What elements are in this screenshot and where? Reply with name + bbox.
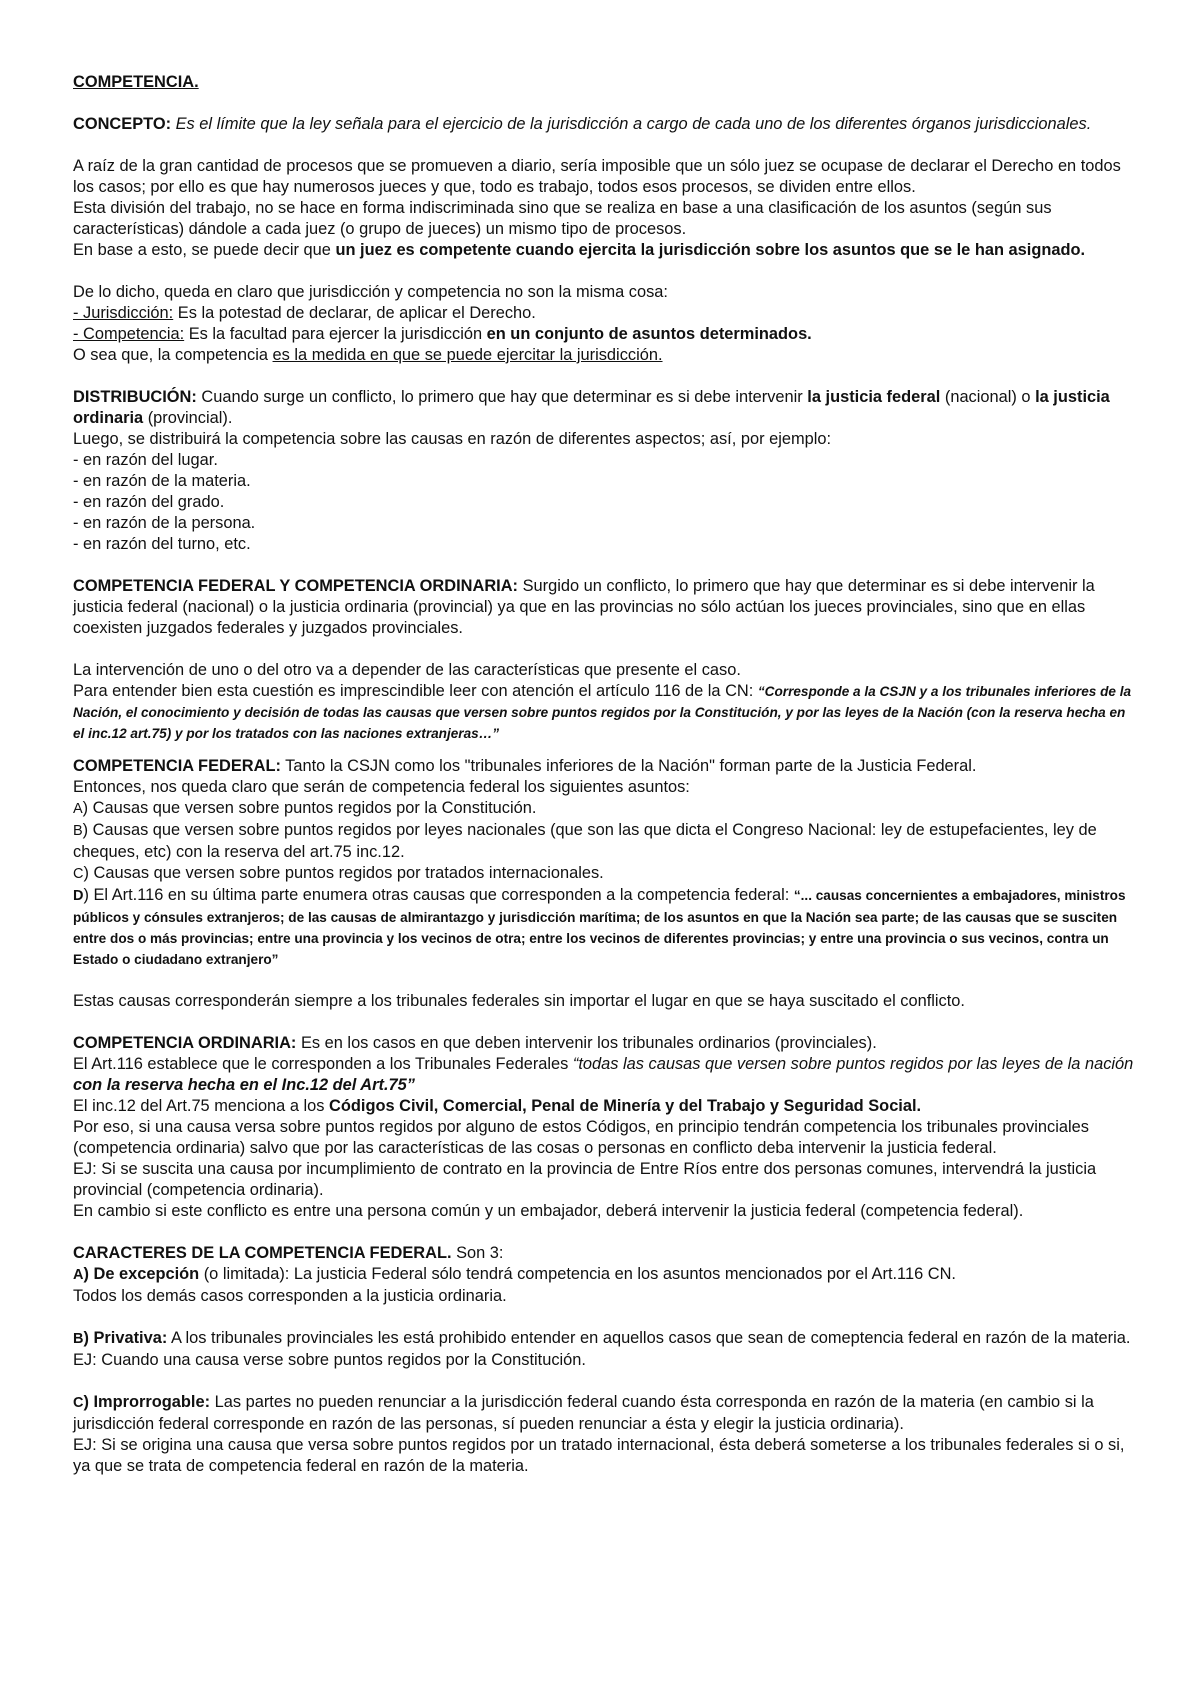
item-letter: D <box>73 888 84 904</box>
caracter-b-title: ) Privativa: <box>83 1329 168 1347</box>
distribucion-paragraph <box>73 387 1135 429</box>
jurisdiccion-text: Es la potestad de declarar, de aplicar el Derecho. <box>173 304 536 322</box>
competencia-line <box>73 324 1135 345</box>
item-letter: A <box>73 1267 84 1283</box>
caracter-b <box>73 1328 1135 1350</box>
federal-item-d <box>73 885 1135 970</box>
o-sea-text: O sea que, la competencia <box>73 346 273 364</box>
ordinaria-paragraph-3 <box>73 1096 1135 1117</box>
intro-p3-text: En base a esto, se puede decir que <box>73 241 336 259</box>
caracter-c-text: Las partes no pueden renunciar a la jurisdicción federal cuando ésta corresponda en razón de la materia (en cambio si la jurisdicción federal corresponde en razón de las personas, sí pueden renunciar a ésta y elegir la justicia ordinaria). <box>73 1393 1094 1433</box>
federal-label: COMPETENCIA FEDERAL: <box>73 757 281 775</box>
ordinaria-paragraph-4: Por eso, si una causa versa sobre puntos regidos por alguno de estos Códigos, en principio tendrán competencia los tribunales provinciales (competencia ordinaria) salvo que por las características de las cosas o personas en conflicto deba intervenir la justicia federal. <box>73 1118 1089 1157</box>
item-text: ) El Art.116 en su última parte enumera otras causas que corresponden a la competencia federal: <box>83 886 794 904</box>
concepto-paragraph <box>73 114 1135 135</box>
ordinaria-p2-italic: “todas las causas que versen sobre puntos regidos por las leyes de la nación <box>572 1055 1134 1073</box>
document-page <box>73 72 1135 1477</box>
ordinaria-paragraph-6: En cambio si este conflicto es entre una persona común y un embajador, deberá intervenir la justicia federal (competencia federal). <box>73 1202 1024 1220</box>
fed-ord-p3-text: Para entender bien esta cuestión es imprescindible leer con atención el artículo 116 de la CN: <box>73 682 758 700</box>
item-letter: C <box>73 1395 84 1411</box>
item-letter: B <box>73 823 83 839</box>
caracter-c <box>73 1392 1135 1435</box>
ordinaria-paragraph-5: EJ: Si se suscita una causa por incumplimiento de contrato en la provincia de Entre Ríos entre dos personas comunes, intervendrá la justicia provincial (competencia ordinaria). <box>73 1160 1097 1199</box>
caracter-b-text: A los tribunales provinciales les está prohibido entender en aquellos casos que sean de comeptencia federal en razón de la materia. <box>167 1329 1131 1347</box>
caracteres-paragraph <box>73 1243 1135 1264</box>
list-item: - en razón del turno, etc. <box>73 535 251 553</box>
list-item: - en razón de la persona. <box>73 514 256 532</box>
item-text: ) Causas que versen sobre puntos regidos por la Constitución. <box>82 799 537 817</box>
jurisdiccion-label: - Jurisdicción: <box>73 304 174 322</box>
intro-paragraph-1: A raíz de la gran cantidad de procesos que se promueven a diario, sería imposible que un sólo juez se ocupase de declarar el Derecho en todos los casos; por ello es que hay numerosos jueces y que, todo es trabajo, todos esos procesos, se dividen entre ellos. <box>73 157 1121 196</box>
ordinaria-label: COMPETENCIA ORDINARIA: <box>73 1034 297 1052</box>
art116-quote: “Corresponde a la CSJN y a los tribunales inferiores de la Nación, el conocimiento y decisión de todas las causas que versen sobre puntos regidos por la Constitución, y por las leyes de la Nación (con la reserva hecha en el inc.12 art.75) y por los tratados con las naciones extranjeras…” <box>73 684 1132 741</box>
distribucion-text-3: (provincial). <box>143 409 233 427</box>
document-title: COMPETENCIA. <box>73 73 199 91</box>
ordinaria-p3-text: El inc.12 del Art.75 menciona a los <box>73 1097 330 1115</box>
ordinaria-text: Es en los casos en que deben intervenir los tribunales ordinarios (provinciales). <box>296 1034 877 1052</box>
fed-ord-text: Surgido un conflicto, lo primero que hay que determinar es si debe intervenir la justicia federal (nacional) o la justicia ordinaria (provincial) ya que en las provincias no sólo actúan los jueces provinciales, sino que en ellas coexisten juzgados federales y juzgados provinciales. <box>73 577 1095 637</box>
distribucion-text-1: Cuando surge un conflicto, lo primero que hay que determinar es si debe intervenir <box>196 388 808 406</box>
item-letter: A <box>73 801 83 817</box>
caracter-c-title: ) Improrrogable: <box>83 1393 211 1411</box>
competencia-label: - Competencia: <box>73 325 185 343</box>
competencia-bold: en un conjunto de asuntos determinados. <box>486 325 812 343</box>
caracter-b-line-2: EJ: Cuando una causa verse sobre puntos regidos por la Constitución. <box>73 1351 586 1369</box>
caracter-a-title: ) De excepción <box>83 1265 200 1283</box>
codigos-bold: Códigos Civil, Comercial, Penal de Minería y del Trabajo y Seguridad Social. <box>329 1097 922 1115</box>
item-text: ) Causas que versen sobre puntos regidos por tratados internacionales. <box>83 864 604 882</box>
caracter-a <box>73 1264 1135 1286</box>
distribucion-label: DISTRIBUCIÓN: <box>73 388 197 406</box>
distribucion-luego: Luego, se distribuirá la competencia sobre las causas en razón de diferentes aspectos; así, por ejemplo: <box>73 430 832 448</box>
justicia-ordinaria-bold: la justicia ordinaria <box>73 388 1110 427</box>
caracter-a-text: (o limitada): La justicia Federal sólo tendrá competencia en los asuntos mencionados por el Art.116 CN. <box>199 1265 956 1283</box>
item-letter: B <box>73 1331 84 1347</box>
caracteres-text: Son 3: <box>451 1244 504 1262</box>
list-item: - en razón de la materia. <box>73 472 251 490</box>
justicia-federal-bold: la justicia federal <box>807 388 941 406</box>
federal-paragraph-2: Entonces, nos queda claro que serán de competencia federal los siguientes asuntos: <box>73 778 690 796</box>
federal-item-c <box>73 863 1135 885</box>
jurisdiccion-line <box>73 303 1135 324</box>
list-item: - en razón del lugar. <box>73 451 218 469</box>
ordinaria-p2-bold-italic: con la reserva hecha en el Inc.12 del Art.75” <box>73 1076 415 1094</box>
ordinaria-paragraph <box>73 1033 1135 1054</box>
intro-paragraph-3 <box>73 240 1135 261</box>
o-sea-line <box>73 345 1135 366</box>
caracter-c-line-2: EJ: Si se origina una causa que versa sobre puntos regidos por un tratado internacional, ésta deberá someterse a los tribunales federales si o si, ya que se trata de competencia federal en razón de la materia. <box>73 1436 1125 1475</box>
ordinaria-p2-text: El Art.116 establece que le corresponden a los Tribunales Federales <box>73 1055 573 1073</box>
concepto-text: Es el límite que la ley señala para el ejercicio de la jurisdicción a cargo de cada uno de los diferentes órganos jurisdiccionales. <box>175 115 1092 133</box>
list-item: - en razón del grado. <box>73 493 225 511</box>
federal-text: Tanto la CSJN como los "tribunales inferiores de la Nación" forman parte de la Justicia Federal. <box>280 757 977 775</box>
caracter-a-line-2: Todos los demás casos corresponden a la justicia ordinaria. <box>73 1287 507 1305</box>
item-text: ) Causas que versen sobre puntos regidos por leyes nacionales (que son las que dicta el Congreso Nacional: ley de estupefacientes, ley de cheques, etc) con la reserva del art.75 inc.12. <box>73 821 1097 861</box>
federal-item-b <box>73 820 1135 863</box>
item-letter: C <box>73 866 84 882</box>
ordinaria-paragraph-2 <box>73 1054 1135 1096</box>
fed-ord-paragraph-3 <box>73 681 1135 744</box>
concepto-label: CONCEPTO: <box>73 115 172 133</box>
art116-causas-quote: “... causas concernientes a embajadores, ministros públicos y cónsules extranjeros; de las causas de almirantazgo y jurisdicción marítima; de los asuntos en que la Nación sea parte; de las causas que se susciten entre dos o más provincias; entre una provincia y los vecinos de otra; entre los vecinos de diferentes provincias; y entre una provincia o sus vecinos, contra un Estado o ciudadano extranjero” <box>73 888 1126 967</box>
intro-paragraph-2: Esta división del trabajo, no se hace en forma indiscriminada sino que se realiza en base a una clasificación de los asuntos (según sus características) dándole a cada juez (o grupo de jueces) un mismo tipo de procesos. <box>73 199 1052 238</box>
fed-ord-label: COMPETENCIA FEDERAL Y COMPETENCIA ORDINARIA: <box>73 577 519 595</box>
federal-closing: Estas causas corresponderán siempre a los tribunales federales sin importar el lugar en que se haya suscitado el conflicto. <box>73 992 965 1010</box>
fed-ord-paragraph-2: La intervención de uno o del otro va a depender de las características que presente el caso. <box>73 661 741 679</box>
o-sea-underlined: es la medida en que se puede ejercitar la jurisdicción. <box>272 346 663 364</box>
competencia-text: Es la facultad para ejercer la jurisdicción <box>184 325 487 343</box>
intro-p3-bold: un juez es competente cuando ejercita la jurisdicción sobre los asuntos que se le han asignado. <box>335 241 1086 259</box>
fed-ord-paragraph <box>73 576 1135 639</box>
federal-paragraph <box>73 756 1135 777</box>
distribucion-text-2: (nacional) o <box>940 388 1036 406</box>
caracteres-label: CARACTERES DE LA COMPETENCIA FEDERAL. <box>73 1244 452 1262</box>
federal-item-a <box>73 798 1135 820</box>
diferencia-intro: De lo dicho, queda en claro que jurisdicción y competencia no son la misma cosa: <box>73 283 668 301</box>
